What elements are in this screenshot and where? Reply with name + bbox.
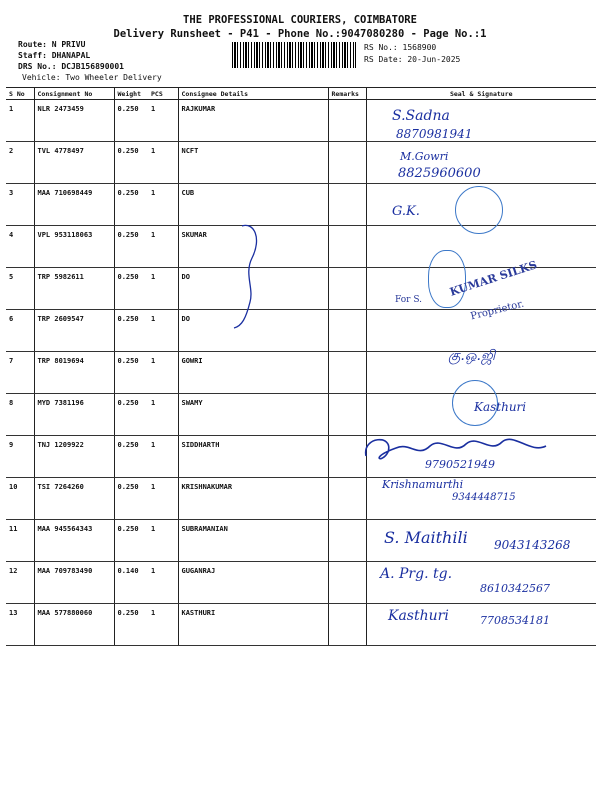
cell-remarks xyxy=(328,604,366,646)
cell-consignee: KASTHURI xyxy=(178,604,328,646)
signature-row-7: கு.ஒ.ஜி xyxy=(448,348,496,364)
cell-consignee: NCFT xyxy=(178,142,328,184)
signature-row-9-phone: 9790521949 xyxy=(425,458,495,471)
cell-consignment: MAA 577880060 xyxy=(34,604,114,646)
cell-consignment: MAA 710698449 xyxy=(34,184,114,226)
runsheet-table xyxy=(6,87,596,646)
cell-weight: 0.250 xyxy=(114,142,148,184)
cell-consignee: GOWRI xyxy=(178,352,328,394)
cell-consignee: DO xyxy=(178,310,328,352)
signature-row-2-phone: 8825960600 xyxy=(398,166,481,181)
cell-sno: 8 xyxy=(6,394,34,436)
cell-sno: 5 xyxy=(6,268,34,310)
cell-weight: 0.250 xyxy=(114,100,148,142)
official-seal-row-3 xyxy=(455,186,503,234)
cell-weight: 0.250 xyxy=(114,268,148,310)
signature-row-10-phone: 9344448715 xyxy=(452,492,516,503)
col-header-weight: Weight xyxy=(114,88,148,100)
cell-consignment: MYD 7381196 xyxy=(34,394,114,436)
cell-pcs: 1 xyxy=(148,436,178,478)
cell-weight: 0.250 xyxy=(114,310,148,352)
runsheet-subtitle: Delivery Runsheet - P41 - Phone No.:9047080280 - Page No.:1 xyxy=(113,28,487,40)
cell-sno: 3 xyxy=(6,184,34,226)
cell-pcs: 1 xyxy=(148,352,178,394)
cell-consignee: RAJKUMAR xyxy=(178,100,328,142)
signature-row-13-phone: 7708534181 xyxy=(480,614,550,627)
cell-weight: 0.250 xyxy=(114,226,148,268)
vehicle-label: Vehicle: Two Wheeler Delivery xyxy=(22,73,162,82)
cell-pcs: 1 xyxy=(148,226,178,268)
cell-remarks xyxy=(328,100,366,142)
cell-weight: 0.250 xyxy=(114,184,148,226)
table-row xyxy=(6,226,596,268)
cell-pcs: 1 xyxy=(148,142,178,184)
cell-consignment: MAA 709783490 xyxy=(34,562,114,604)
col-header-consignee: Consignee Details xyxy=(178,88,328,100)
cell-consignment: TNJ 1209922 xyxy=(34,436,114,478)
cell-weight: 0.140 xyxy=(114,562,148,604)
table-row xyxy=(6,352,596,394)
cell-remarks xyxy=(328,310,366,352)
cell-sno: 12 xyxy=(6,562,34,604)
cell-remarks xyxy=(328,226,366,268)
col-header-pcs: PCS xyxy=(148,88,178,100)
cell-sno: 10 xyxy=(6,478,34,520)
signature-row-8: Kasthuri xyxy=(474,400,527,414)
stamp-proprietor: Proprietor. xyxy=(469,298,526,323)
cell-consignee: SUBRAMANIAN xyxy=(178,520,328,562)
signature-row-11-name: S. Maithili xyxy=(384,528,468,547)
cell-consignment: TVL 4778497 xyxy=(34,142,114,184)
cell-sno: 13 xyxy=(6,604,34,646)
cell-sno: 6 xyxy=(6,310,34,352)
table-header-row xyxy=(6,88,596,100)
cell-pcs: 1 xyxy=(148,394,178,436)
cell-remarks xyxy=(328,142,366,184)
cell-sno: 11 xyxy=(6,520,34,562)
cell-sno: 1 xyxy=(6,100,34,142)
cell-pcs: 1 xyxy=(148,604,178,646)
cell-pcs: 1 xyxy=(148,184,178,226)
cell-consignment: TRP 2609547 xyxy=(34,310,114,352)
cell-consignment: NLR 2473459 xyxy=(34,100,114,142)
cell-weight: 0.250 xyxy=(114,604,148,646)
cell-pcs: 1 xyxy=(148,100,178,142)
cell-weight: 0.250 xyxy=(114,520,148,562)
cell-remarks xyxy=(328,184,366,226)
signature-row-1-phone: 8870981941 xyxy=(396,127,473,141)
stamp-shop-name: KUMAR SILKS xyxy=(448,258,539,299)
staff-label: Staff: DHANAPAL xyxy=(18,51,91,60)
route-label: Route: N PRIVU xyxy=(18,40,86,49)
cell-consignment: TSI 7264260 xyxy=(34,478,114,520)
signature-row-1-name: S.Sadna xyxy=(392,108,450,124)
cell-weight: 0.250 xyxy=(114,478,148,520)
cell-pcs: 1 xyxy=(148,478,178,520)
cell-pcs: 1 xyxy=(148,310,178,352)
col-header-consignment: Consignment No xyxy=(34,88,114,100)
company-title: THE PROFESSIONAL COURIERS, COIMBATORE xyxy=(183,14,417,26)
cell-pcs: 1 xyxy=(148,520,178,562)
cell-consignee: KRISHNAKUMAR xyxy=(178,478,328,520)
cell-weight: 0.250 xyxy=(114,352,148,394)
table-row xyxy=(6,142,596,184)
cell-consignment: TRP 5982611 xyxy=(34,268,114,310)
cell-consignee: SKUMAR xyxy=(178,226,328,268)
signature-row-13-name: Kasthuri xyxy=(388,608,449,624)
table-row xyxy=(6,310,596,352)
seal-oval-row-5 xyxy=(428,250,466,308)
cell-consignment: MAA 945564343 xyxy=(34,520,114,562)
cell-remarks xyxy=(328,352,366,394)
cell-pcs: 1 xyxy=(148,562,178,604)
cell-consignment: VPL 953118063 xyxy=(34,226,114,268)
barcode xyxy=(232,42,356,68)
rs-date: RS Date: 20-Jun-2025 xyxy=(364,55,461,64)
signature-row-3: G.K. xyxy=(392,204,420,219)
signature-row-12-phone: 8610342567 xyxy=(480,582,550,595)
cell-remarks xyxy=(328,562,366,604)
cell-sno: 9 xyxy=(6,436,34,478)
signature-row-2-name: M.Gowri xyxy=(400,150,449,163)
table-row xyxy=(6,184,596,226)
cell-consignment: TRP 8019694 xyxy=(34,352,114,394)
cell-consignee: DO xyxy=(178,268,328,310)
ditto-bracket xyxy=(232,222,268,334)
signature-row-10-name: Krishnamurthi xyxy=(382,478,464,491)
cell-remarks xyxy=(328,520,366,562)
cell-consignee: CUB xyxy=(178,184,328,226)
cell-remarks xyxy=(328,268,366,310)
signature-row-12-name: A. Prg. tg. xyxy=(380,566,453,582)
cell-weight: 0.250 xyxy=(114,394,148,436)
cell-consignee: SWAMY xyxy=(178,394,328,436)
cell-pcs: 1 xyxy=(148,268,178,310)
cell-sno: 4 xyxy=(6,226,34,268)
stamp-prefix: For S. xyxy=(395,295,423,305)
cell-remarks xyxy=(328,478,366,520)
cell-consignee: GUGANRAJ xyxy=(178,562,328,604)
signature-row-11-phone: 9043143268 xyxy=(494,538,571,552)
col-header-signature: Seal & Signature xyxy=(366,88,596,100)
cell-sno: 2 xyxy=(6,142,34,184)
col-header-remarks: Remarks xyxy=(328,88,366,100)
cell-sno: 7 xyxy=(6,352,34,394)
rs-number: RS No.: 1568900 xyxy=(364,43,437,52)
table-row xyxy=(6,100,596,142)
col-header-sno: S No xyxy=(6,88,34,100)
drs-number: DRS No.: DCJB156890001 xyxy=(18,62,124,71)
cell-consignee: SIDDHARTH xyxy=(178,436,328,478)
cell-weight: 0.250 xyxy=(114,436,148,478)
